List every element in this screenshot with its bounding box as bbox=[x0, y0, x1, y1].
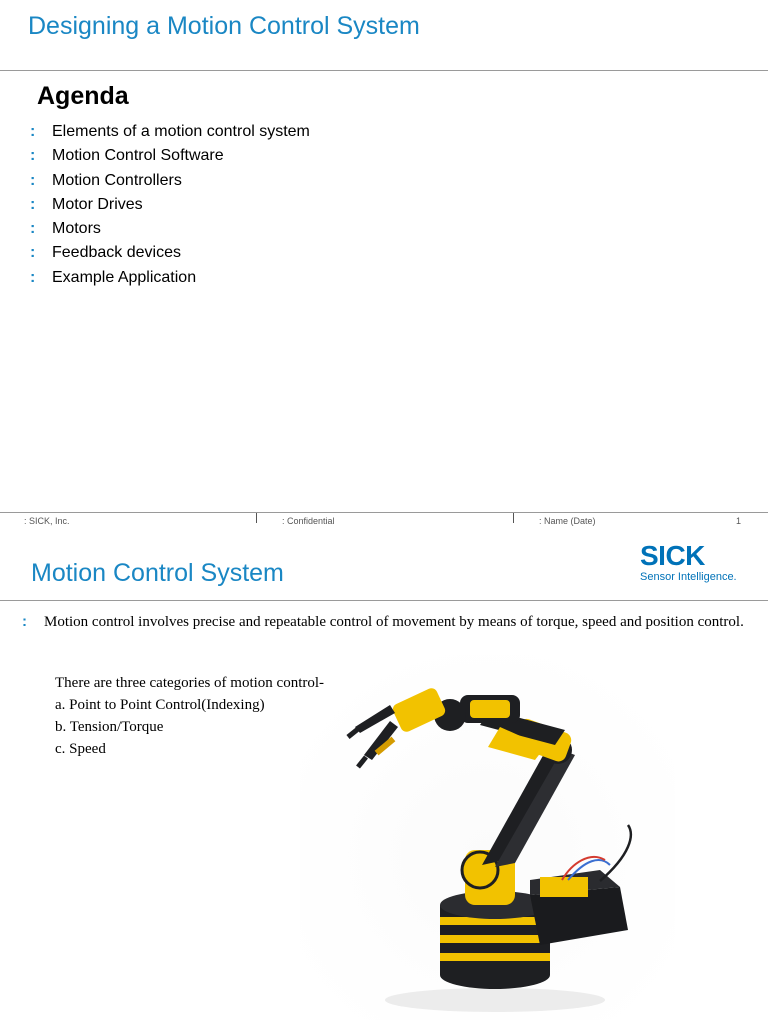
intro-paragraph bbox=[22, 612, 746, 632]
list-item bbox=[30, 171, 310, 195]
paragraph-text: Motion control involves precise and repeatable control of movement by means of torque, speed and position control. bbox=[44, 614, 744, 630]
page-number: 1 bbox=[736, 516, 742, 526]
footer-name-date: : Name (Date) bbox=[539, 516, 596, 526]
list-item bbox=[30, 219, 310, 243]
bullet-marker: : bbox=[30, 195, 36, 213]
list-item-label: Motors bbox=[52, 220, 101, 238]
categories-intro: There are three categories of motion control- bbox=[55, 675, 325, 691]
agenda-list bbox=[30, 122, 310, 292]
list-item-label: Feedback devices bbox=[52, 244, 181, 262]
slide-footer bbox=[0, 512, 768, 530]
list-item bbox=[30, 122, 310, 146]
slide-title: Motion Control System bbox=[31, 559, 284, 587]
slide-title: Designing a Motion Control System bbox=[28, 12, 420, 40]
agenda-heading: Agenda bbox=[37, 82, 129, 110]
logo-brand: SICK bbox=[640, 540, 705, 571]
list-item bbox=[30, 195, 310, 219]
bullet-marker: : bbox=[30, 147, 36, 165]
footer-confidential: : Confidential bbox=[282, 516, 335, 526]
list-item-label: Example Application bbox=[52, 268, 197, 286]
bullet-marker: : bbox=[30, 220, 36, 238]
bullet-marker: : bbox=[30, 268, 36, 286]
footer-divider bbox=[0, 512, 768, 513]
title-divider bbox=[0, 600, 768, 601]
list-item: b. Tension/Torque bbox=[55, 719, 164, 735]
bullet-marker: : bbox=[30, 171, 36, 189]
robot-arm-image bbox=[300, 655, 675, 1020]
bullet-marker: : bbox=[30, 123, 36, 140]
list-item-label: Elements of a motion control system bbox=[52, 123, 310, 140]
list-item-label: Motion Controllers bbox=[52, 171, 182, 189]
list-item bbox=[30, 268, 310, 292]
footer-separator bbox=[256, 513, 257, 523]
footer-separator bbox=[513, 513, 514, 523]
title-divider bbox=[0, 70, 768, 71]
footer-company: : SICK, Inc. bbox=[24, 516, 70, 526]
logo-tagline: Sensor Intelligence. bbox=[640, 571, 737, 583]
categories-block bbox=[55, 672, 324, 760]
list-item: c. Speed bbox=[55, 741, 106, 757]
list-item bbox=[30, 243, 310, 267]
list-item bbox=[30, 146, 310, 170]
sick-logo bbox=[640, 542, 745, 584]
slide-2 bbox=[0, 530, 768, 1024]
list-item-label: Motor Drives bbox=[52, 195, 143, 213]
list-item: a. Point to Point Control(Indexing) bbox=[55, 697, 265, 713]
list-item-label: Motion Control Software bbox=[52, 147, 224, 165]
bullet-marker: : bbox=[22, 613, 27, 630]
bullet-marker: : bbox=[30, 244, 36, 262]
